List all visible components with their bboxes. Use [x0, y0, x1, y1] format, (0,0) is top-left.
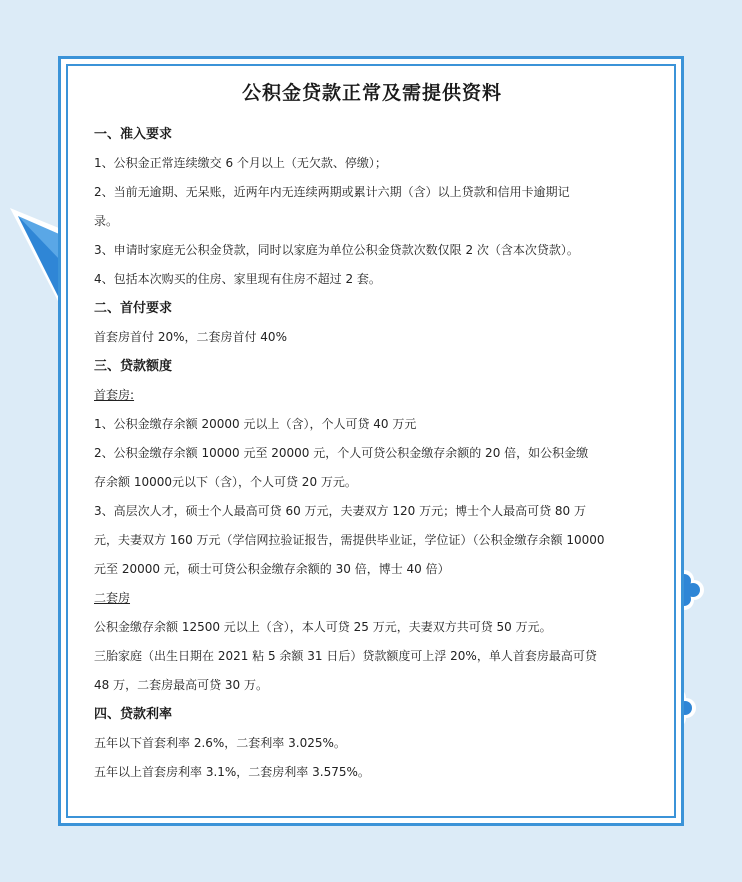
paragraph: 三胎家庭（出生日期在 2021 粘 5 余额 31 日后）贷款额度可上浮 20%，单人首套房最高可贷 — [94, 649, 597, 663]
list-item: 2、当前无逾期、无呆账，近两年内无连续两期或累计六期（含）以上贷款和信用卡逾期记 — [94, 185, 570, 199]
section-interest-rate — [94, 700, 650, 787]
list-item: 2、公积金缴存余额 10000 元至 20000 元，个人可贷公积金缴存余额的 20 倍，如公积金缴 — [94, 446, 589, 460]
section-heading: 三、贷款额度 — [94, 359, 173, 374]
section-heading: 一、准入要求 — [94, 127, 173, 142]
paragraph: 五年以下首套利率 2.6%，二套利率 3.025%。 — [94, 736, 346, 750]
list-item: 1、公积金缴存余额 20000 元以上（含），个人可贷 40 万元 — [94, 417, 417, 431]
paragraph: 首套房首付 20%，二套房首付 40% — [94, 330, 287, 344]
list-item: 1、公积金正常连续缴交 6 个月以上（无欠款、停缴）； — [94, 156, 387, 170]
paragraph-continuation: 48 万，二套房最高可贷 30 万。 — [94, 678, 268, 692]
section-down-payment — [94, 294, 650, 352]
list-item-continuation: 存余额 10000元以下（含），个人可贷 20 万元。 — [94, 475, 357, 489]
list-item: 3、申请时家庭无公积金贷款，同时以家庭为单位公积金贷款次数仅限 2 次（含本次贷款）。 — [94, 243, 579, 257]
list-item-continuation: 元，夫妻双方 160 万元（学信网拉验证报告，需提供毕业证，学位证）（公积金缴存余额 10000 — [94, 533, 605, 547]
subsection-heading-second-home: 二套房 — [94, 591, 131, 605]
list-item-continuation: 元至 20000 元，硕士可贷公积金缴存余额的 30 倍，博士 40 倍） — [94, 562, 450, 576]
section-heading: 四、贷款利率 — [94, 707, 173, 722]
subsection-heading-first-home: 首套房: — [94, 388, 135, 402]
section-eligibility — [94, 120, 650, 294]
list-item: 4、包括本次购买的住房、家里现有住房不超过 2 套。 — [94, 272, 381, 286]
list-item: 3、高层次人才，硕士个人最高可贷 60 万元，夫妻双方 120 万元；博士个人最高可贷 80 万 — [94, 504, 586, 518]
paragraph: 公积金缴存余额 12500 元以上（含），本人可贷 25 万元，夫妻双方共可贷 50 万元。 — [94, 620, 552, 634]
section-heading: 二、首付要求 — [94, 301, 173, 316]
paragraph: 五年以上首套房利率 3.1%，二套房利率 3.575%。 — [94, 765, 370, 779]
section-loan-amount — [94, 352, 650, 700]
document-title: 公积金贷款正常及需提供资料 — [241, 82, 502, 104]
document-body — [94, 76, 650, 787]
list-item-continuation: 录。 — [94, 214, 119, 228]
